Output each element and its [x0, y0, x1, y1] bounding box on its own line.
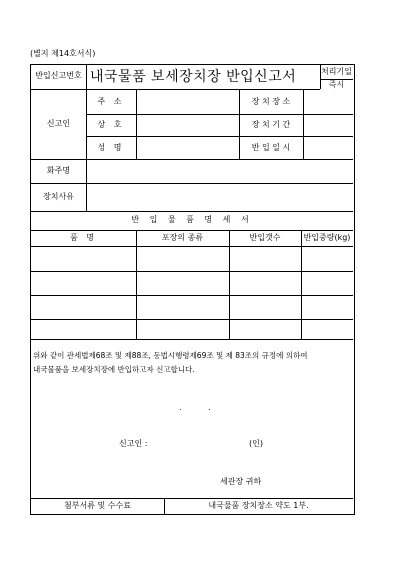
statement-line-2: 내국물품을 보세장치장에 반입하고자 신고합니다.: [33, 365, 195, 374]
form-number: (별지 제14호서식): [30, 49, 96, 58]
seal-mark: (인): [249, 439, 263, 448]
name-label: 성 명: [97, 143, 125, 152]
processing-period-value: 즉시: [328, 80, 345, 89]
form-title: 내국물품 보세장치장 반입신고서: [90, 69, 297, 85]
trade-name-label: 상 호: [97, 120, 125, 129]
details-section-title: 반 입 물 품 명 세 서: [131, 215, 253, 224]
date-marks: . .: [179, 403, 223, 412]
attachments-value: 내국물품 장치장소 약도 1부.: [208, 501, 309, 510]
column-package-type: 포장의 종류: [161, 233, 204, 242]
column-item-name: 품 명: [70, 233, 97, 242]
storage-place-label: 장 치 장 소: [251, 97, 291, 106]
address-label: 주 소: [97, 97, 125, 106]
addressee: 세관장 귀하: [220, 477, 262, 486]
column-import-weight: 반입중량(kg): [303, 233, 351, 242]
attachments-label: 첨부서류 및 수수료: [64, 501, 131, 510]
column-import-count: 반입갯수: [249, 233, 281, 242]
declarant-group-label: 신고인: [46, 119, 71, 128]
processing-period-label: 처리기일: [321, 67, 352, 76]
declarant-signature-label: 신고인 :: [119, 439, 148, 448]
storage-reason-label: 장치사유: [43, 192, 74, 201]
import-declaration-form: [30, 64, 355, 515]
storage-period-label: 장 치 기 간: [251, 120, 291, 129]
report-number-label: 반입신고번호: [35, 71, 82, 80]
cargo-owner-label: 화주명: [46, 166, 71, 175]
import-date-label: 반 입 일 시: [251, 143, 291, 152]
statement-line-1: 위와 같이 관세법제68조 및 제88조, 동법시행령제69조 및 제 83조의 규정에 의하여: [33, 351, 308, 360]
